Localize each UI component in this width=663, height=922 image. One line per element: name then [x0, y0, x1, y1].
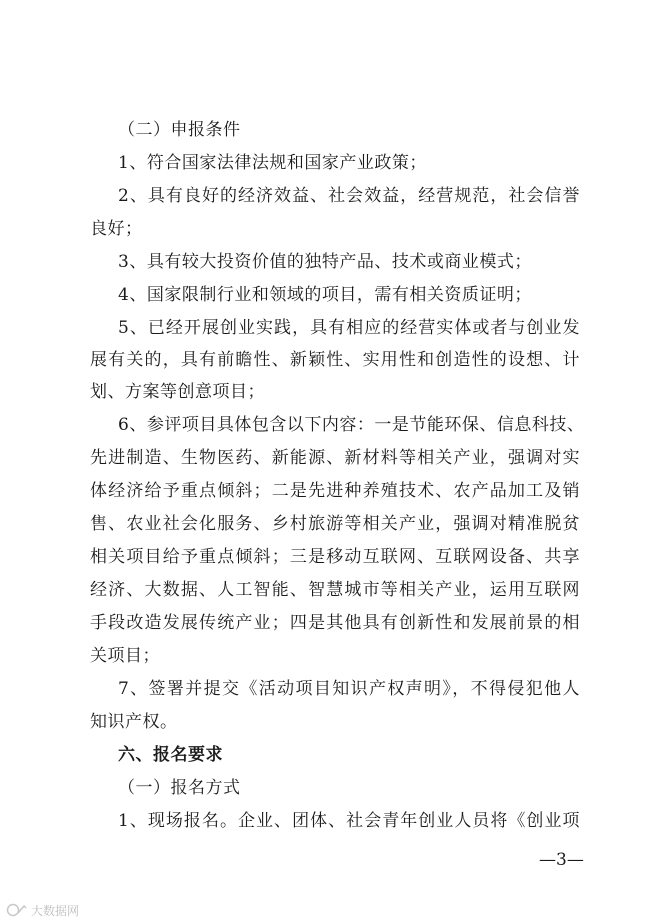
- paragraph-line: 5、已经开展创业实践，具有相应的经营实体或者与创业发: [118, 318, 580, 338]
- paragraph-line: 1、符合国家法律法规和国家产业政策；: [118, 153, 427, 173]
- paragraph-line: 4、国家限制行业和领域的项目，需有相关资质证明；: [118, 285, 532, 305]
- paragraph-line: 1、现场报名。企业、团体、社会青年创业人员将《创业项: [118, 811, 580, 831]
- paragraph-line: 2、具有良好的经济效益、社会效益，经营规范，社会信誉: [118, 186, 580, 206]
- paragraph-line: 关项目；: [90, 646, 160, 666]
- section-subheading: （一）报名方式: [118, 778, 241, 798]
- paragraph-line: 划、方案等创意项目；: [90, 382, 265, 402]
- paragraph-line: 展有关的，具有前瞻性、新颖性、实用性和创造性的设想、计: [90, 350, 580, 370]
- section-subheading: （二）申报条件: [118, 120, 241, 140]
- paragraph-line: 先进制造、生物医药、新能源、新材料等相关产业，强调对实: [90, 448, 580, 468]
- paragraph-line: 良好；: [90, 219, 143, 239]
- paragraph-line: 经济、大数据、人工智能、智慧城市等相关产业，运用互联网: [90, 580, 580, 600]
- paragraph-line: 相关项目给予重点倾斜；三是移动互联网、互联网设备、共享: [90, 547, 580, 567]
- paragraph-line: 6、参评项目具体包含以下内容：一是节能环保、信息科技、: [118, 415, 585, 435]
- watermark: [6, 902, 79, 918]
- paragraph-line: 体经济给予重点倾斜；二是先进种养殖技术、农产品加工及销: [90, 481, 580, 501]
- watermark-text: 大数据网: [31, 903, 80, 918]
- section-heading: 六、报名要求: [118, 745, 223, 765]
- paragraph-line: 知识产权。: [90, 712, 178, 732]
- watermark-logo-icon: [6, 903, 28, 917]
- paragraph-line: 手段改造发展传统产业；四是其他具有创新性和发展前景的相: [90, 613, 580, 633]
- paragraph-line: 3、具有较大投资价值的独特产品、技术或商业模式；: [118, 252, 532, 272]
- paragraph-line: 售、农业社会化服务、乡村旅游等相关产业，强调对精准脱贫: [90, 514, 580, 534]
- paragraph-line: 7、签署并提交《活动项目知识产权声明》，不得侵犯他人: [118, 679, 580, 699]
- page-number: —3—: [539, 850, 584, 870]
